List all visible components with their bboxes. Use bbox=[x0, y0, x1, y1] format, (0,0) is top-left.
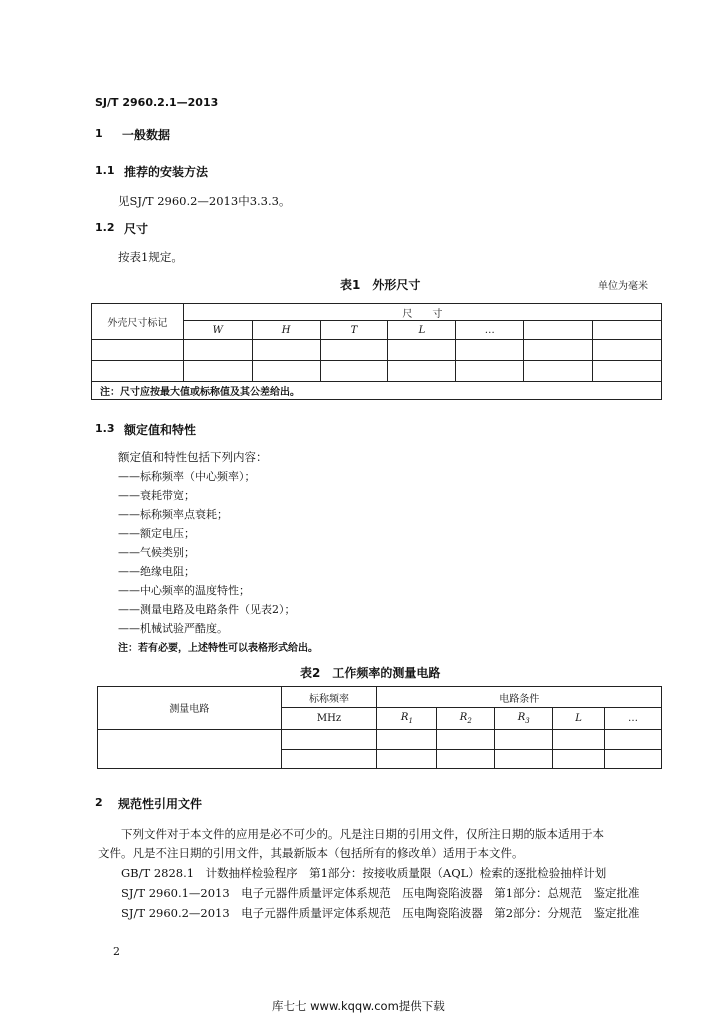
table-row bbox=[92, 340, 662, 361]
section-1-number: 1 bbox=[95, 127, 103, 140]
section-1-title: 一般数据 bbox=[122, 128, 171, 142]
table-1-row-header: 外壳尺寸标记 bbox=[92, 304, 184, 340]
page-number: 2 bbox=[113, 945, 120, 958]
section-2-paragraph-line-1: 下列文件对于本文件的应用是必不可少的。凡是注日期的引用文件，仅所注日期的版本适用于本 bbox=[121, 827, 604, 841]
section-1-3-number: 1.3 bbox=[95, 422, 115, 435]
list-item: ——机械试验严酷度。 bbox=[118, 622, 228, 635]
section-2-title: 规范性引用文件 bbox=[118, 797, 203, 811]
section-1-3-title: 额定值和特性 bbox=[124, 423, 197, 437]
table-2-col-ellipsis: … bbox=[605, 708, 662, 729]
reference-item: SJ/T 2960.2—2013 电子元器件质量评定体系规范 压电陶瓷陷波器 第2部分：分规范 鉴定批准 bbox=[121, 906, 640, 920]
table-2-caption: 表2 工作频率的测量电路 bbox=[300, 666, 441, 680]
reference-item: GB/T 2828.1 计数抽样检验程序 第1部分：按接收质量限（AQL）检索的逐批检验抽样计划 bbox=[121, 866, 607, 880]
section-1-2-title: 尺寸 bbox=[124, 222, 149, 236]
table-2-col-l: L bbox=[553, 708, 605, 729]
list-item: ——衰耗带宽； bbox=[118, 489, 195, 502]
table-2-col-r2: $R_2$ bbox=[437, 708, 495, 729]
list-item: ——标称频率点衰耗； bbox=[118, 508, 228, 521]
footer-watermark: 库七七 www.kqqw.com提供下载 bbox=[272, 999, 445, 1013]
table-2-col-frequency-unit: MHz bbox=[281, 708, 377, 729]
reference-item: SJ/T 2960.1—2013 电子元器件质量评定体系规范 压电陶瓷陷波器 第1部分：总规范 鉴定批准 bbox=[121, 886, 640, 900]
table-1-col-h: H bbox=[252, 321, 320, 340]
section-1-2-number: 1.2 bbox=[95, 221, 115, 234]
section-1-2-text: 按表1规定。 bbox=[118, 250, 183, 264]
list-item: ——中心频率的温度特性； bbox=[118, 584, 250, 597]
table-1-col-l: L bbox=[388, 321, 456, 340]
section-1-1-title: 推荐的安装方法 bbox=[124, 165, 209, 179]
section-2-paragraph-line-2: 文件。凡是不注日期的引用文件，其最新版本（包括所有的修改单）适用于本文件。 bbox=[98, 846, 524, 860]
table-1-group-header: 尺 寸 bbox=[183, 304, 661, 321]
table-1-caption: 表1 外形尺寸 bbox=[340, 278, 421, 292]
section-2-number: 2 bbox=[95, 796, 103, 809]
table-2-col-r3: $R_3$ bbox=[495, 708, 553, 729]
table-1-unit: 单位为毫米 bbox=[598, 281, 648, 292]
table-1-col-blank bbox=[593, 321, 662, 340]
table-1-col-t: T bbox=[320, 321, 388, 340]
list-item: ——绝缘电阻； bbox=[118, 565, 195, 578]
section-1-1-text: 见SJ/T 2960.2—2013中3.3.3。 bbox=[118, 194, 291, 208]
table-1-note: 注：尺寸应按最大值或标称值及其公差给出。 bbox=[92, 382, 662, 400]
table-row bbox=[98, 729, 662, 749]
table-2-col-r1: $R_1$ bbox=[377, 708, 437, 729]
section-1-3-intro: 额定值和特性包括下列内容： bbox=[118, 450, 268, 464]
document-code: SJ/T 2960.2.1—2013 bbox=[95, 96, 219, 109]
table-2-col-frequency: 标称频率 bbox=[281, 687, 377, 708]
table-1 bbox=[91, 303, 662, 400]
table-1-col-ellipsis: … bbox=[456, 321, 524, 340]
table-2-group-conditions: 电路条件 bbox=[377, 687, 662, 708]
table-2-col-circuit: 测量电路 bbox=[98, 687, 282, 730]
section-1-3-note: 注：若有必要，上述特性可以表格形式给出。 bbox=[118, 643, 318, 654]
list-item: ——额定电压； bbox=[118, 527, 195, 540]
section-1-1-number: 1.1 bbox=[95, 164, 115, 177]
table-2 bbox=[97, 686, 662, 769]
list-item: ——测量电路及电路条件（见表2）； bbox=[118, 603, 296, 616]
table-row bbox=[92, 361, 662, 382]
table-1-col-blank bbox=[524, 321, 593, 340]
list-item: ——标称频率（中心频率）； bbox=[118, 470, 256, 483]
table-1-col-w: W bbox=[183, 321, 252, 340]
list-item: ——气候类别； bbox=[118, 546, 195, 559]
